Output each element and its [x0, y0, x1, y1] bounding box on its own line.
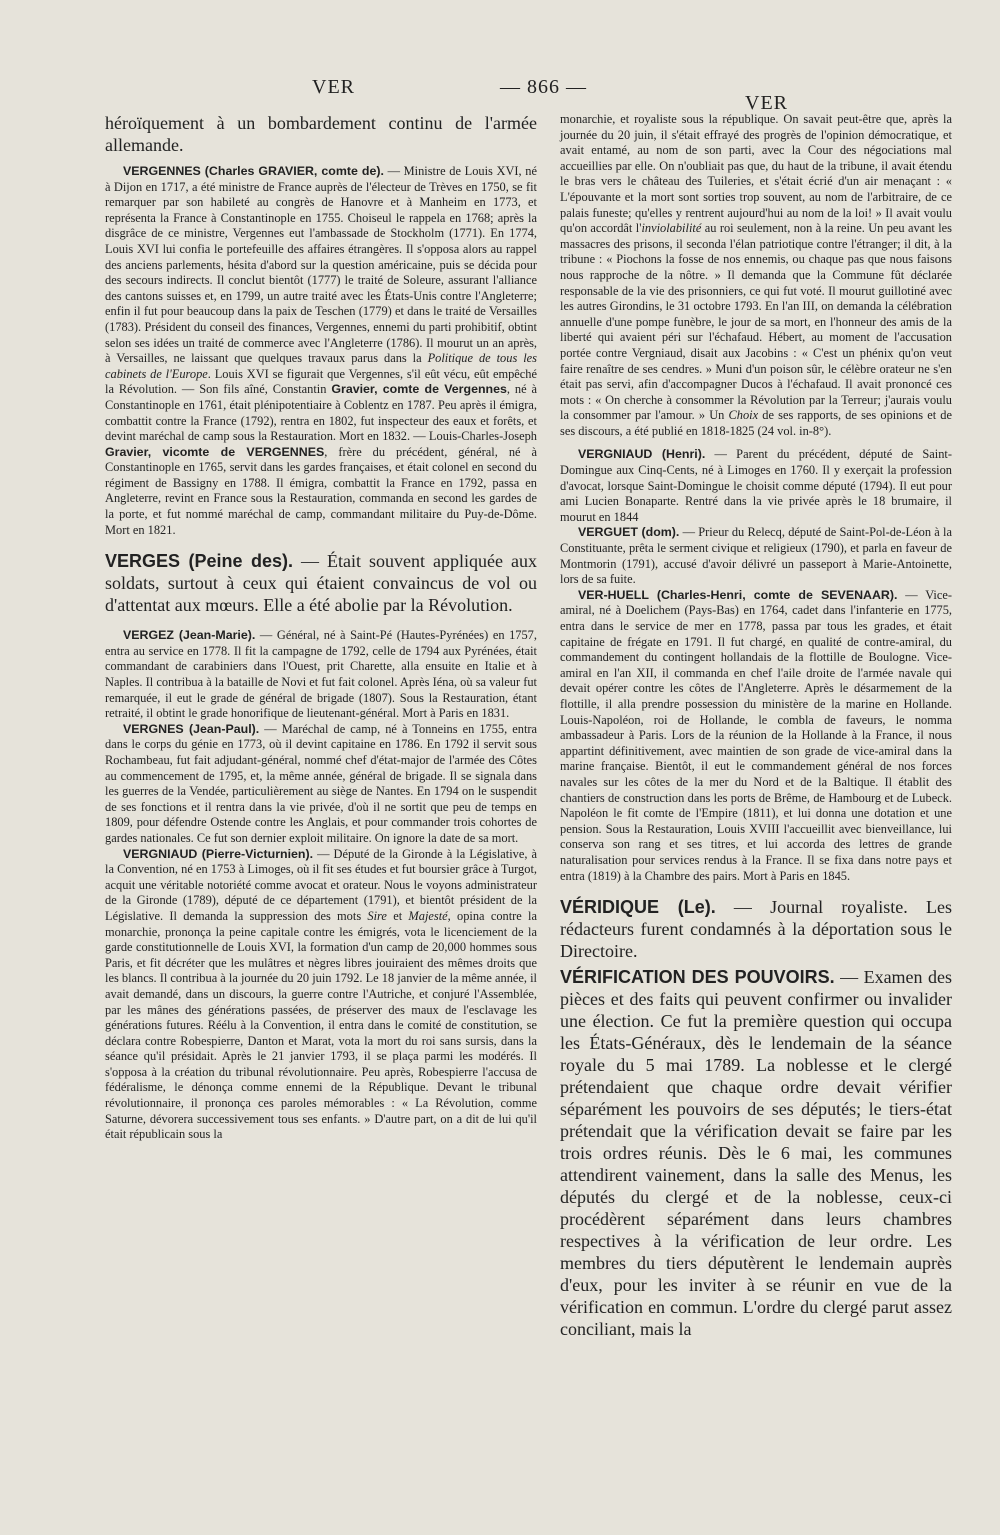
- entry-continuation: monarchie, et royaliste sous la république. On savait peut-être que, après la journée du 20 juin, il s'était effrayé des progrès de l'opinion démocratique, et avait entamé, au nom de son parti, avec la Cour des négociations mal accueillies par elle. On n'oubliait pas que, du haut de la tribune, il avait étendu le bras vers le château des Tuileries, et s'était écrié d'un air menaçant : « L'épouvante et la mort sont sorties trop souvent, au nom de l'arbitraire, de ce palais funeste; qu'elles y rentrent aujourd'hui au nom de la loi! » Il avait voulu qu'on accordât l'inviolabilité au roi seulement, non à la reine. Un peu avant les massacres des prisons, il seconda l'élan patriotique contre l'étranger; il dit, à la tribune : « Piochons la fosse de nos ennemis, ou chaque pas que nous faisons nous rapproche de la nôtre. » Il demanda que la Commune fût déclarée responsable de la vie des prisonniers, ce qui fut voté. Il mourut guillotiné avec les autres Girondins, le 31 octobre 1793. En l'an III, on demanda la célébration annuelle d'une pompe funèbre, le jour de sa mort, en l'honneur des amis de la liberté qui avaient péri sur l'échafaud. Hébert, au moment de l'accusation portée contre Vergniaud, disait aux Jacobins : « C'est un phénix qu'on veut faire renaître de ses cendres. » Muni d'un poison sûr, le célèbre orateur ne s'en était pas servi, afin d'accompagner Ducos à l'échafaud. Il avait prononcé ces mots : « On cherche à consommer la Révolution par la Terreur; j'aurais voulu la consommer par l'amour. » Un Choix de ses rapports, de ses opinions et de ses discours, a été publié en 1818-1825 (24 vol. in-8°).: [560, 112, 953, 438]
- headword: VERGNIAUD (Pierre-Victurnien).: [123, 846, 314, 861]
- entry-verification-des-pouvoirs: VÉRIFICATION DES POUVOIRS. — Examen des pièces et des faits qui peuvent confirmer ou invalider une élection. Ce fut la première question qui occupa les États-Généraux, dès le lendemain de la séance royale du 5 mai 1789. La noblesse et le clergé prétendaient que chaque ordre devait vérifier séparément les pouvoirs de ses députés; le tiers-état prétendait que la vérification devait se faire par les trois ordres réunis. Dès le 6 mai, les communes attendirent vainement, dans la salle des Menus, les députés du clergé et de la noblesse, ceux-ci procédèrent séparément dans leurs chambres respectives à la vérification de leur ordre. Les membres du tiers députèrent le lendemain auprès d'eux, pour les inviter à se réunir en vue de la vérification en commun. L'ordre du clergé parut assez conciliant, mais la: [560, 967, 953, 1340]
- headword: VERGES (Peine des).: [105, 551, 294, 572]
- entry-vergniaud-pierre: VERGNIAUD (Pierre-Victurnien). — Député de la Gironde à la Législative, à la Convention, né en 1753 à Limoges, où il fit ses études et fut boursier grâce à Turgot, acquit une véritable notoriété comme avocat et orateur. Nous le voyons administrateur de la Gironde (1789), député de ce département (1791), et bientôt président de la Législative. Il demanda la suppression des mots Sire et Majesté, opina contre la monarchie, prononça la peine capitale contre les émigrés, vota le licenciement de la garde constitutionnelle de Louis XVI, la formation d'un camp de 20,000 hommes sous Paris, et fit décréter que les mulâtres et nègres libres jouiraient des mêmes droits que les blancs. Il contribua à la journée du 20 juin 1792. Le 18 janvier de la même année, il avait demandé, dans un discours, la guerre contre l'Autriche, et conjuré l'Assemblée, par les mânes des générations passées, de préserver des maux de l'esclavage les générations futures. Réélu à la Convention, il entra dans le comité de constitution, se déclara contre Robespierre, Danton et Marat, vota la mort du roi sans sursis, dans la séance qu'il présidait. Après le 21 janvier 1793, il se plaça parmi les modérés. Il s'opposa à la création du tribunal révolutionnaire. Peu après, Robespierre l'accusa de fédéralisme, le dénonça comme ennemi de la République. Devant le tribunal révolutionnaire, il prononça ces paroles mémorables : « La Révolution, comme Saturne, dévorera successivement tous ses enfants. » D'autre part, on a dit de lui qu'il était républicain sous la: [105, 846, 537, 1142]
- running-head-right: VER: [745, 92, 788, 114]
- headword: VER-HUELL (Charles-Henri, comte de SEVENAAR).: [578, 587, 898, 602]
- headword: VÉRIDIQUE (Le).: [560, 897, 716, 918]
- headword: VERGNES (Jean-Paul).: [123, 721, 260, 736]
- page-number: — 866 —: [500, 76, 587, 98]
- entry-vergennes: VERGENNES (Charles GRAVIER, comte de). — Ministre de Louis XVI, né à Dijon en 1717, a été ministre de France auprès de l'électeur de Trèves en 1750, se fit remarquer par son habileté au congrès de Hanovre et à Manheim en 1773, et représenta la France à Constantinople en 1755. Choiseul le rappela en 1768; après la disgrâce de ce ministre, Vergennes eut l'ambassade de Stockholm (1771). En 1774, Louis XVI lui confia le portefeuille des affaires étrangères. Il s'opposa alors au rappel des anciens parlements, hésita d'abord sur la question américaine, puis se décida pour des secours indirects. Il conclut bientôt (1777) le traité de Soleure, assurant l'alliance des cantons suisses et, en 1799, un autre traité avec les États-Unis contre l'Angleterre; enfin il fut pour beaucoup dans la paix de Teschen (1779) et dans le traité de Versailles (1783). Président du conseil des finances, Vergennes, ennemi du parti prohibitif, obtint selon ses idées un traité de commerce avec l'Angleterre (1786). Il mourut un an après, à Versailles, ne laissant que quelques travaux parus dans la Politique de tous les cabinets de l'Europe. Louis XVI se figurait que Vergennes, s'il eût vécu, eût empêché la Révolution. — Son fils aîné, Constantin Gravier, comte de Vergennes, né à Constantinople en 1761, était plénipotentiaire à Coblentz en 1787. Peu après il émigra, combattit contre la France (1792), rentra en 1802, fut inspecteur des eaux et forêts, et devint maréchal de camp sous la Restauration. Mort en 1832. — Louis-Charles-Joseph Gravier, vicomte de VERGENNES, frère du précédent, général, né à Constantinople en 1765, servit dans les gardes françaises, et était colonel en second du régiment de Bassigny en 1788. Il émigra, combattit la France en 1792, passa en Angleterre, revint en France sous la Restauration, commanda en second les gardes de la porte, et fut nommé maréchal de camp, commandant militaire du Puy-de-Dôme. Mort en 1821.: [105, 164, 538, 537]
- right-column: [560, 112, 952, 1340]
- headword: VERGEZ (Jean-Marie).: [123, 628, 256, 643]
- entry-ver-huell: VER-HUELL (Charles-Henri, comte de SEVENAAR). — Vice-amiral, né à Doelichem (Pays-Bas) en 1764, cadet dans l'infanterie en 1775, entra dans le service de mer en 1778, passa par tous les grades, et était capitaine de frégate en 1791. Il fut chargé, en qualité de contre-amiral, du commandement du contingent hollandais de la flottille de Boulogne. Vice-amiral en l'an XII, il commanda en chef l'aile droite de l'armée navale qui devait opérer contre les côtes de l'Angleterre. Après le désarmement de la flottille, il alla prendre possession du ministère de la marine en Hollande. Louis-Napoléon, roi de Hollande, le combla de faveurs, le nomma ambassadeur à Paris. Lors de la réunion de la Hollande à la France, il nous appartint définitivement, avec maintien de son grade de vice-amiral dans la marine française. Bientôt, il eut le commandement général de nos forces navales sur les côtes de la mer du Nord et de la Baltique. Il établit des chantiers de construction dans les ports de Brême, de Hambourg et de Lubeck. Napoléon le fit comte de l'Empire (1811), et lui donna une dotation et une pension. Sous la Restauration, Louis XVIII l'accueillit avec bienveillance, lui conserva son rang et ses titres, et lui accorda des lettres de grande naturalisation pour services rendus à la France. Il se fixa dans notre pays et entra (1819) à la Chambre des pairs. Mort à Paris en 1845.: [560, 587, 952, 883]
- entry-verguet: VERGUET (dom). — Prieur du Relecq, député de Saint-Pol-de-Léon à la Constituante, prêta le serment civique et religieux (1790), et parla en faveur de Montmorin (1791), accusé d'avoir délivré un passeport à Marie-Antoinette, lors de sa fuite.: [560, 525, 952, 587]
- entry-vergez: VERGEZ (Jean-Marie). — Général, né à Saint-Pé (Hautes-Pyrénées) en 1757, entra au service en 1778. Il fit la campagne de 1792, celle de 1794 aux Pyrénées, était commandant de carabiniers dans l'Ouest, prit Charette, alla ensuite en Italie et à Naples. Il contribua à la bataille de Novi et fut fait colonel. Après Iéna, où sa valeur fut remarquée, il eut le grade de général de brigade (1807). Sous la Restauration, étant retraité, il obtint le grade honorifique de lieutenant-général. Mort à Paris en 1831.: [105, 628, 537, 721]
- entry-vergnes: VERGNES (Jean-Paul). — Maréchal de camp, né à Tonneins en 1755, entra dans le corps du génie en 1773, où il devint capitaine en 1786. En 1792 il servit sous Rochambeau, fut fait adjudant-général, nommé chef d'état-major de l'armée des Côtes au commencement de 1795, et, la même année, général de brigade. Il se signala dans les guerres de la Vendée, particulièrement au siège de Nantes. En 1794 on le suspendit de ses fonctions et il rentra dans la vie privée, d'où il ne sortit que peu de temps en 1809, pour défendre Ostende contre les Anglais, et pour commander trois cohortes de gardes nationales. Ce fut son dernier exploit militaire. On ignore la date de sa mort.: [105, 721, 538, 845]
- entry-vergniaud-henri: VERGNIAUD (Henri). — Parent du précédent, député de Saint-Domingue aux Cinq-Cents, né à Limoges en 1760. Il y exerçait la profession d'avocat, lorsque Saint-Domingue le choisit comme député (1794). Il eut pour ami Lucien Bonaparte. Rentré dans la vie privée après le 18 brumaire, il mourut en 1844: [560, 447, 952, 524]
- headword: Gravier, vicomte de VERGENNES: [105, 444, 325, 459]
- running-head-left: VER: [312, 76, 355, 98]
- headword: VERGUET (dom).: [578, 525, 680, 540]
- left-column: [105, 112, 537, 1143]
- entry-veridique: VÉRIDIQUE (Le). — Journal royaliste. Les rédacteurs furent condamnés à la déportation sous le Directoire.: [560, 897, 952, 962]
- headword: Gravier, comte de Vergennes: [331, 382, 507, 397]
- headword: VÉRIFICATION DES POUVOIRS.: [560, 967, 835, 988]
- entry-verges: VERGES (Peine des). — Était souvent appliquée aux soldats, surtout à ceux qui étaient convaincus de vol ou d'attentat aux mœurs. Elle a été abolie par la Révolution.: [105, 551, 537, 616]
- entry-continuation: héroïquement à un bombardement continu de l'armée allemande.: [105, 113, 537, 155]
- headword: VERGENNES (Charles GRAVIER, comte de).: [123, 164, 384, 178]
- headword: VERGNIAUD (Henri).: [578, 447, 706, 462]
